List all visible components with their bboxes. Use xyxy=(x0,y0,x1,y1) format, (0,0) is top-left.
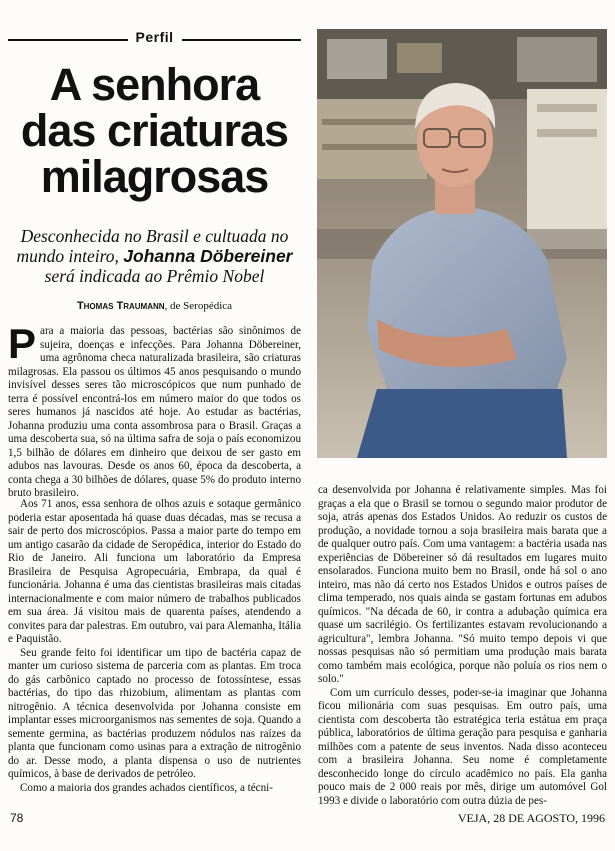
article-paragraph: ara a maioria das pessoas, bactérias são sinônimos de sujeira, doenças e infecções. Para Johanna Döbereiner, uma agrônoma checa naturalizada brasileira, são criaturas milagrosas. Ela passou os últimos 45 anos pesquisando o mundo invisível desses seres tão microscópicos que num punhado de terra é possível encontrá-los em número maior do que todos os seres humanos já nascidos até hoje. Ao estudar as bactérias, Johanna produziu uma conta assombrosa para o Brasil. Graças a uma descoberta sua, só na última safra de soja o país economizou 1,5 bilhão de dólares em dinheiro que deixou de ser gasto em adubos nas lavouras. Desde os anos 60, época da descoberta, a conta chega a 30 bilhões de dólares, quase 5% do produto interno bruto brasileiro. xyxy=(8,325,301,499)
article-paragraph: Seu grande feito foi identificar um tipo de bactéria capaz de manter um curioso sistema de parceria com as plantas. Em troca do gás carbônico captado no processo de fotossíntese, essas bactérias, do tipo das rhizobium, alimentam as plantas com nitrogênio. A técnica desenvolvida por Johanna consiste em implantar esses microorganismos nas sementes de soja. Quando a semente germina, as bactérias produzem nódulos nas raízes da planta que funcionam como usinas para a extração de nitrogênio do ar. Desse modo, a planta dispensa o uso de nutrientes químicos, à base de derivados de petróleo. xyxy=(8,646,301,780)
portrait-photo xyxy=(317,29,607,458)
deck xyxy=(14,226,295,286)
section-label: Perfil xyxy=(127,29,181,45)
article-paragraph: Com um currículo desses, poder-se-ia imaginar que Johanna ficou milionária com suas pesquisas. Em outro país, uma cientista com descoberta tão estratégica teria estátua em praça pública, laboratórios de última geração para pesquisa e ganharia milhões com a patente de seus inventos. Nada disso aconteceu com a brasileira Johanna. Seu nome é completamente desconhecido longe do círculo acadêmico no país. Ela ganha pouco mais de 2 000 reais por mês, dirige um automóvel Gol 1993 e divide o laboratório com outra dúzia de pes- xyxy=(318,686,607,807)
page-number: 78 xyxy=(10,811,24,825)
article-paragraph: Aos 71 anos, essa senhora de olhos azuis e sotaque germânico poderia estar aposentada há quase duas décadas, mas se recusa a sair de perto dos microscópios. Passa a maior parte do tempo em um antigo casarão da cidade de Seropédica, interior do Estado do Rio de Janeiro. Ali funciona um laboratório da Empresa Brasileira de Pesquisa Agropecuária, Embrapa, da qual é funcionária. Johanna é uma das cientistas brasileiras mais citadas internacionalmente e com maior número de trabalhos publicados em sua área. Já visitou mais de quarenta países, atendendo a convites para dar palestras. Em outubro, vai para Alemanha, Itália e Paquistão. xyxy=(8,498,301,645)
publication-footer: VEJA, 28 DE AGOSTO, 1996 xyxy=(457,811,605,825)
article-column-3 xyxy=(318,484,607,809)
article-paragraph: Como a maioria dos grandes achados científicos, a técni- xyxy=(20,781,273,794)
byline-author: Thomas Traumann xyxy=(76,300,165,312)
deck-text-before: Desconhecida no Brasil e cultuada no mundo inteiro, xyxy=(16,226,289,266)
headline: A senhora das criaturas milagrosas xyxy=(20,59,289,202)
article-column-1 xyxy=(8,320,301,499)
section-tag xyxy=(8,29,301,51)
drop-cap: P xyxy=(8,320,37,367)
article-column-2 xyxy=(8,498,301,805)
deck-name: Johanna Döbereiner xyxy=(123,246,293,266)
byline xyxy=(8,300,301,312)
deck-text-after: será indicada ao Prêmio Nobel xyxy=(44,266,265,286)
portrait-illustration xyxy=(317,29,607,458)
byline-place: , de Seropédica xyxy=(164,300,233,312)
article-paragraph: ca desenvolvida por Johanna é relativamente simples. Mas foi graças a ela que o Brasil se tornou o segundo maior produtor de soja, atrás apenas dos Estados Unidos. Ao reduzir os custos de produção, a novidade tornou a soja brasileira mais barata que a de qualquer outro país. Com uma vantagem: a bactéria usada nas experiências de Döbereiner só dá resultados em lugares muito ensolarados. Funciona muito bem no Brasil, onde há sol o ano inteiro, mas não dá certo nos Estados Unidos e outros países de clima temperado, nos quais ainda se gastam fortunas em adubos químicos. "Na década de 60, ir contra a adubação química era quase um sacrilégio. Os fertilizantes estavam revolucionando a agricultura", lembra Johanna. "Só muito tempo depois vi que nossas pesquisas não só permitiam uma produção mais barata como também mais ecológica, porque não poluía os rios nem o solo." xyxy=(318,484,607,685)
